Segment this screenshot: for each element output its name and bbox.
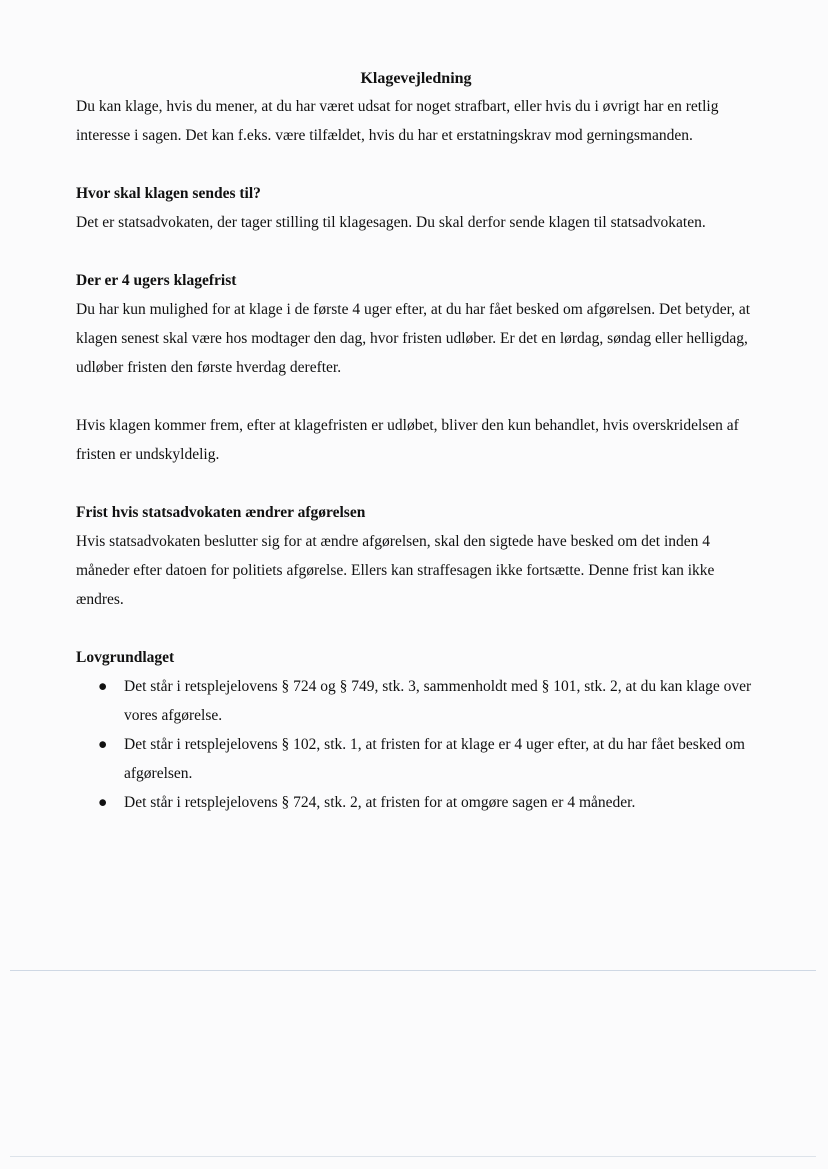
bullet-icon: ● — [98, 678, 108, 695]
legal-basis-list — [76, 672, 756, 817]
list-item-text: Det står i retsplejelovens § 102, stk. 1, at fristen for at klage er 4 uger efter, at du har fået besked om afgørelsen. — [124, 736, 745, 782]
section-where-to-send — [76, 179, 756, 237]
section-heading: Hvor skal klagen sendes til? — [76, 185, 261, 202]
section-heading: Der er 4 ugers klagefrist — [76, 272, 237, 289]
spacer — [76, 614, 756, 643]
spacer — [76, 382, 756, 411]
bullet-icon: ● — [98, 736, 108, 753]
section-paragraph: Det er statsadvokaten, der tager stilling til klagesagen. Du skal derfor sende klagen til statsadvokaten. — [76, 214, 706, 231]
spacer — [76, 150, 756, 179]
spacer — [76, 469, 756, 498]
section-deadline — [76, 266, 756, 469]
spacer — [76, 237, 756, 266]
list-item — [76, 788, 756, 817]
section-paragraph: Du har kun mulighed for at klage i de første 4 uger efter, at du har fået besked om afgørelsen. Det betyder, at klagen senest skal være hos modtager den dag, hvor fristen udløber. Er det en lørdag, søndag eller helligdag, udløber fristen den første hverdag derefter. — [76, 301, 751, 376]
document-body — [76, 66, 756, 817]
document-title: Klagevejledning — [360, 70, 472, 87]
section-heading: Frist hvis statsadvokaten ændrer afgørelsen — [76, 504, 366, 521]
intro-paragraph: Du kan klage, hvis du mener, at du har været udsat for noget strafbart, eller hvis du i øvrigt har en retlig interesse i sagen. Det kan f.eks. være tilfældet, hvis du har et erstatningskrav mod gerningsmanden. — [76, 98, 719, 144]
section-paragraph: Hvis statsadvokaten beslutter sig for at ændre afgørelsen, skal den sigtede have besked om det inden 4 måneder efter datoen for politiets afgørelse. Ellers kan straffesagen ikke fortsætte. Denne frist kan ikke ændres. — [76, 533, 715, 608]
bullet-icon: ● — [98, 794, 108, 811]
list-item — [76, 730, 756, 788]
scan-artifact-line — [10, 1156, 816, 1157]
section-legal-basis — [76, 643, 756, 817]
section-change-deadline — [76, 498, 756, 614]
scan-artifact-line — [10, 970, 816, 971]
section-heading: Lovgrundlaget — [76, 649, 175, 666]
section-paragraph: Hvis klagen kommer frem, efter at klagefristen er udløbet, bliver den kun behandlet, hvis overskridelsen af fristen er undskyldelig. — [76, 417, 739, 463]
list-item-text: Det står i retsplejelovens § 724 og § 749, stk. 3, sammenholdt med § 101, stk. 2, at du kan klage over vores afgørelse. — [124, 678, 752, 724]
list-item-text: Det står i retsplejelovens § 724, stk. 2, at fristen for at omgøre sagen er 4 måneder. — [124, 794, 636, 811]
list-item — [76, 672, 756, 730]
